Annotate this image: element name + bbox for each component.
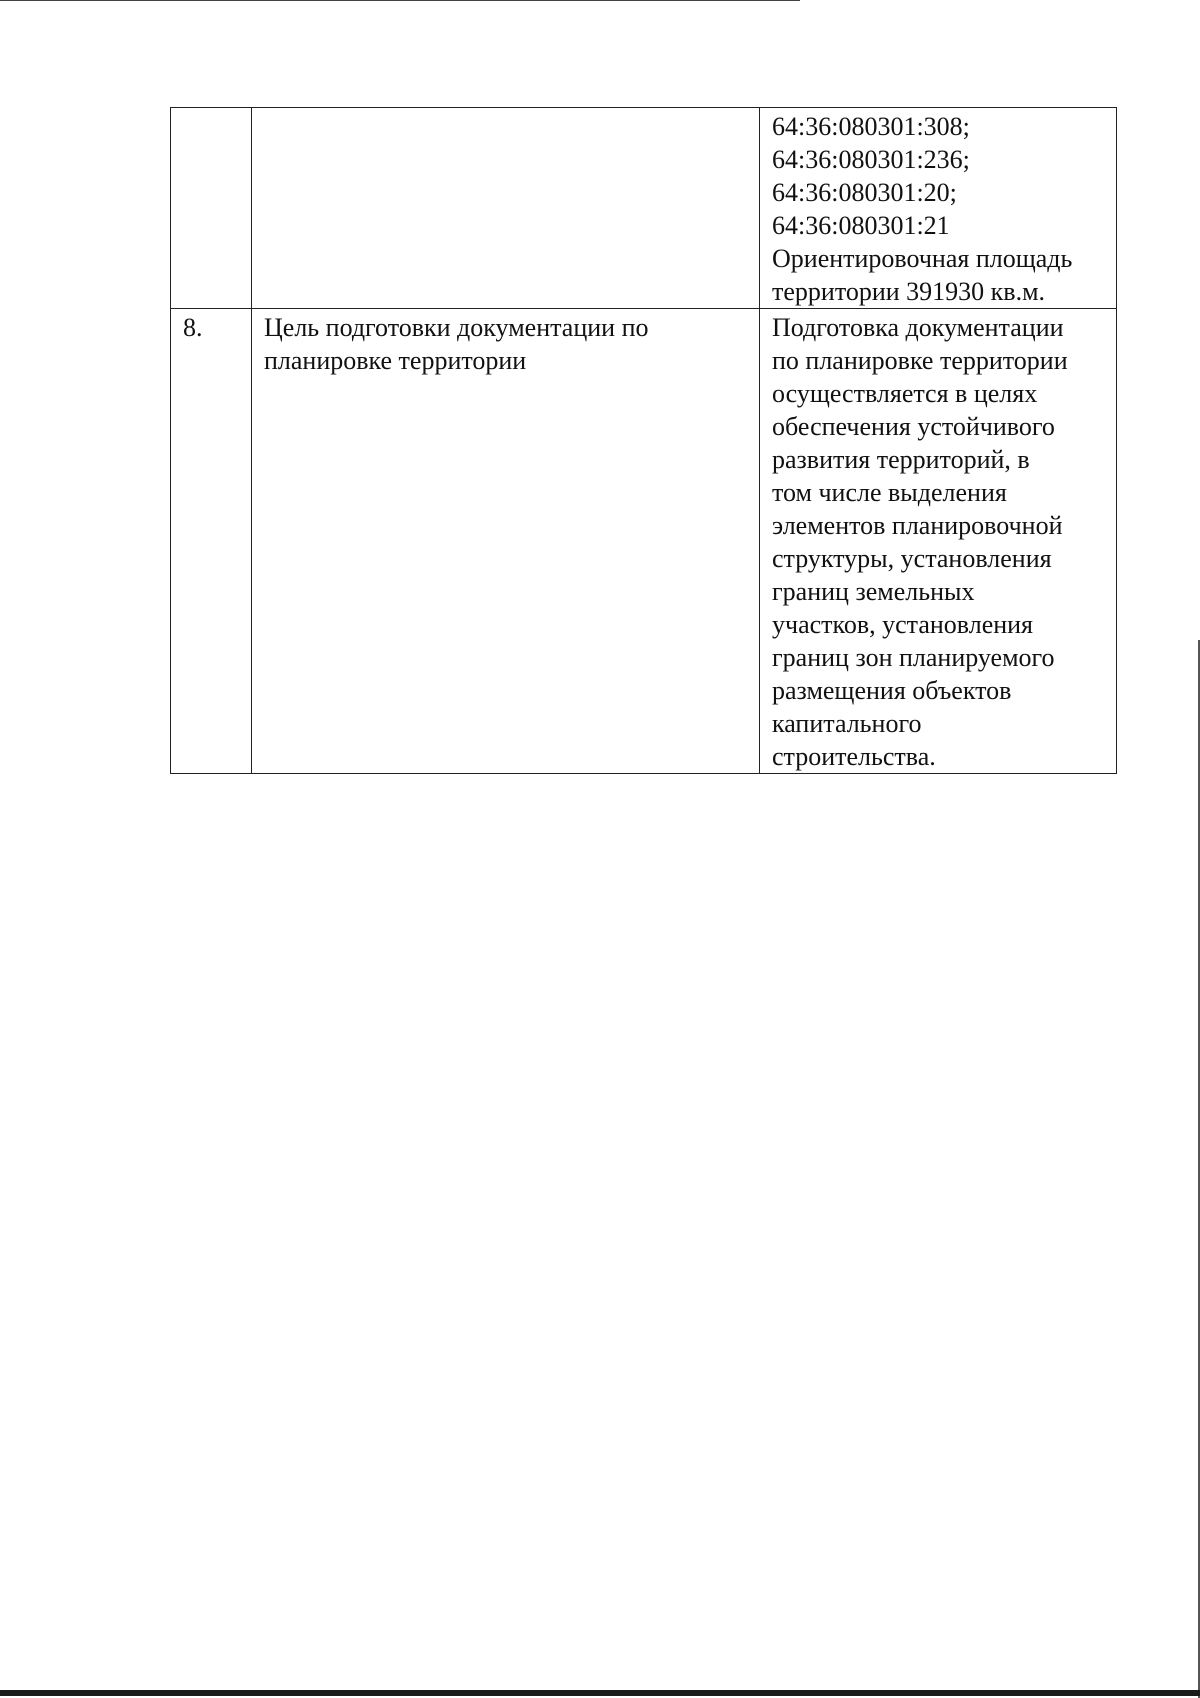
value-line: Подготовка документации [772,313,1064,342]
row-number-cell: 8. [171,309,252,774]
row-label-cell [252,108,760,309]
row-number-cell [171,108,252,309]
cadastral-number: 64:36:080301:21 [772,211,950,240]
cadastral-number: 64:36:080301:236; [772,145,970,174]
row-label-cell [252,309,760,774]
value-line: развития территорий, в [772,445,1030,474]
label-line: Цель подготовки документации по [264,313,649,342]
value-line: структуры, установления [772,544,1052,573]
value-line: осуществляется в целях [772,379,1038,408]
value-line: размещения объектов [772,676,1012,705]
scan-edge-bottom [0,1690,1200,1696]
area-text: Ориентировочная площадь [772,244,1073,273]
row-value-cell [760,108,1117,309]
value-line: границ земельных [772,577,975,606]
cadastral-number: 64:36:080301:308; [772,112,970,141]
value-line: капитального [772,709,922,738]
value-line: том числе выделения [772,478,1007,507]
scan-edge-top [0,0,800,1]
planning-parameters-table [170,107,1117,774]
value-line: элементов планировочной [772,511,1063,540]
area-text: территории 391930 кв.м. [772,277,1046,306]
table-row [171,108,1117,309]
value-line: обеспечения устойчивого [772,412,1055,441]
value-line: строительства. [772,742,936,771]
value-line: участков, установления [772,610,1034,639]
table-row [171,309,1117,774]
row-value-cell [760,309,1117,774]
cadastral-number: 64:36:080301:20; [772,178,957,207]
value-line: границ зон планируемого [772,643,1055,672]
label-line: планировке территории [264,346,527,375]
value-line: по планировке территории [772,346,1068,375]
